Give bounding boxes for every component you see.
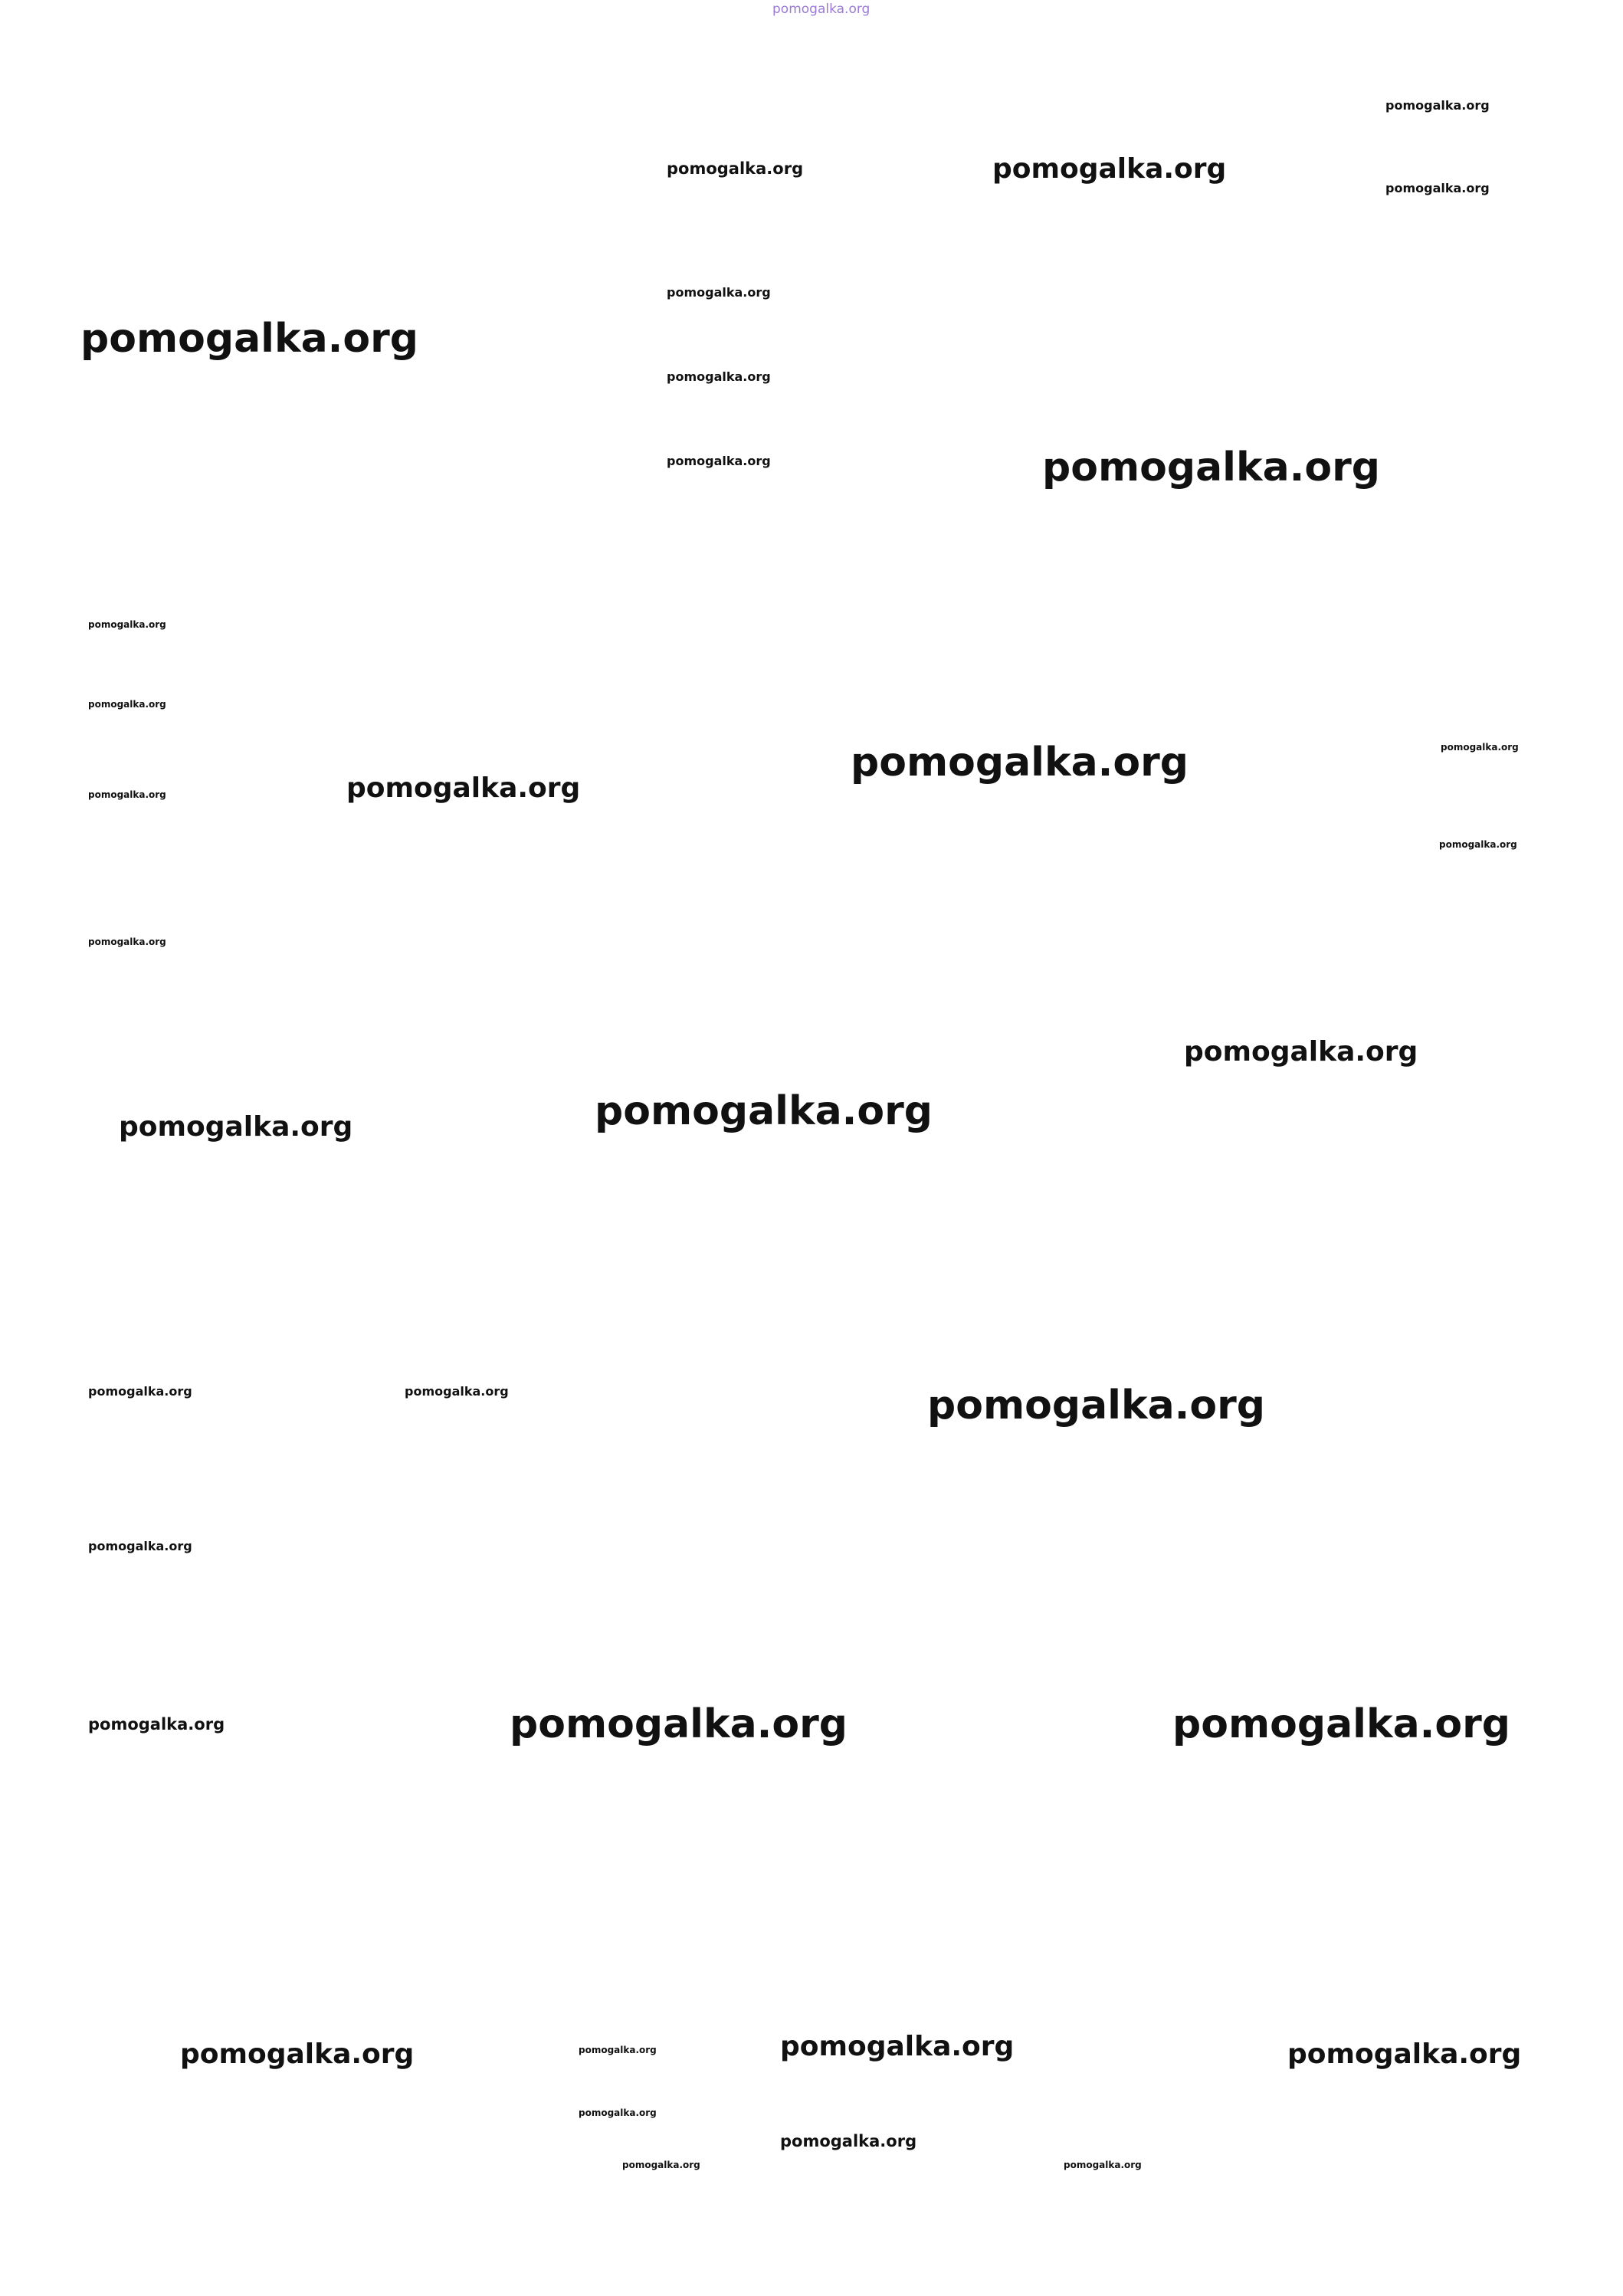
watermark-text: pomogalka.org [88, 1539, 192, 1553]
watermark-text: pomogalka.org [1064, 2160, 1142, 2170]
watermark-text: pomogalka.org [992, 153, 1227, 185]
watermark-text: pomogalka.org [667, 454, 771, 468]
watermark-text: pomogalka.org [780, 2031, 1015, 2062]
watermark-text: pomogalka.org [119, 1111, 353, 1143]
watermark-text: pomogalka.org [595, 1088, 933, 1134]
watermark-text: pomogalka.org [80, 316, 419, 362]
watermark-text: pomogalka.org [579, 2045, 657, 2055]
watermark-text: pomogalka.org [88, 699, 166, 710]
watermark-text: pomogalka.org [579, 2107, 657, 2118]
watermark-text: pomogalka.org [346, 772, 581, 804]
watermark-text: pomogalka.org [667, 369, 771, 384]
watermark-text: pomogalka.org [1441, 742, 1519, 753]
watermark-text: pomogalka.org [88, 1715, 225, 1733]
watermark-text: pomogalka.org [88, 1384, 192, 1399]
watermark-text: pomogalka.org [780, 2132, 917, 2150]
watermark-text: pomogalka.org [1385, 98, 1490, 113]
watermark-text: pomogalka.org [180, 2039, 415, 2070]
watermark-text: pomogalka.org [1184, 1036, 1418, 1068]
watermark-text: pomogalka.org [88, 789, 166, 800]
watermark-text: pomogalka.org [1172, 1701, 1511, 1747]
watermark-text: pomogalka.org [851, 740, 1189, 786]
watermark-text: pomogalka.org [405, 1384, 509, 1399]
watermark-text: pomogalka.org [667, 159, 804, 178]
watermark-text: pomogalka.org [510, 1701, 848, 1747]
watermark-text: pomogalka.org [667, 285, 771, 300]
watermark-text: pomogalka.org [1385, 181, 1490, 195]
watermark-text: pomogalka.org [622, 2160, 700, 2170]
watermark-text: pomogalka.org [772, 2, 871, 17]
watermark-text: pomogalka.org [1439, 839, 1517, 850]
watermark-text: pomogalka.org [88, 619, 166, 630]
watermark-text: pomogalka.org [88, 936, 166, 947]
watermark-text: pomogalka.org [1042, 444, 1381, 490]
watermark-text: pomogalka.org [1287, 2039, 1522, 2070]
watermark-text: pomogalka.org [927, 1383, 1266, 1428]
